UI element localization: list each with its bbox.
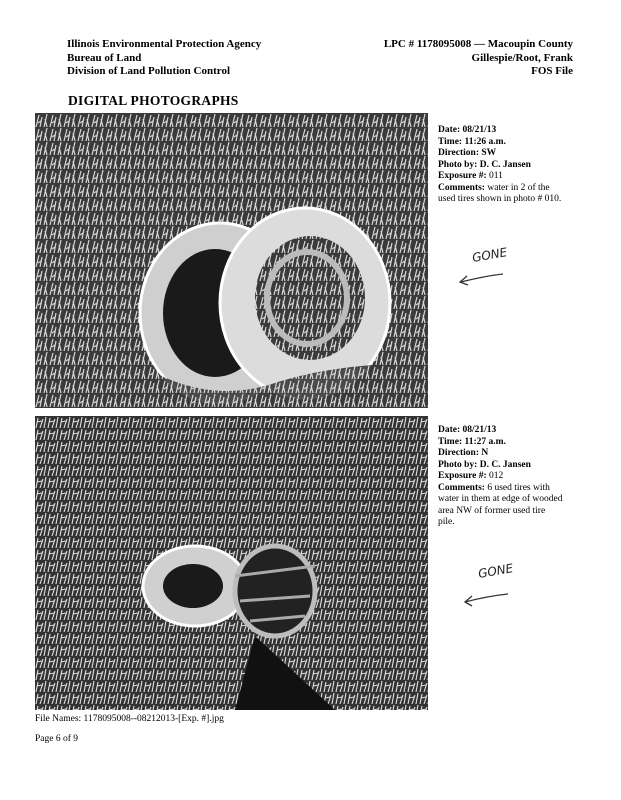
exposure-label: Exposure #: [438, 171, 487, 181]
photo-1 [35, 113, 428, 408]
exposure-line [438, 471, 563, 483]
photo-by-value: D. C. Jansen [479, 159, 531, 170]
direction-line [438, 148, 563, 160]
time-label: Time: [438, 436, 463, 447]
photo-by-label: Photo by: [438, 159, 478, 170]
lpc-number: LPC # 1178095008 — Macoupin County [383, 38, 573, 50]
exposure-value: 011 [489, 171, 503, 181]
exposure-label: Exposure #: [438, 471, 487, 481]
file-names: File Names: 1178095008--08212013-[Exp. #].jpg [35, 714, 224, 724]
time-label: Time: [438, 136, 463, 147]
time-line [438, 137, 563, 149]
photographer-line [438, 160, 563, 172]
direction-value: SW [481, 148, 497, 158]
comments-value: water in 2 of the used tires shown in photo # 010. [438, 182, 562, 204]
date-line [438, 425, 563, 437]
photo-2-caption [438, 425, 563, 529]
handwritten-note-1: GONE [471, 245, 509, 265]
photo-1-caption [438, 125, 563, 206]
bureau-name: Bureau of Land [67, 51, 142, 64]
date-label: Date: [438, 125, 461, 135]
direction-value: N [481, 448, 489, 458]
comments-line [438, 483, 563, 529]
page-number: Page 6 of 9 [35, 734, 79, 744]
agency-header [67, 38, 261, 79]
direction-label: Direction: [438, 448, 479, 458]
left-arrow-icon [455, 268, 505, 288]
date-value: 08/21/13 [462, 125, 497, 135]
handwritten-note-2: GONE [477, 561, 515, 581]
agency-name: Illinois Environmental Protection Agency [67, 38, 262, 50]
left-arrow-icon [460, 588, 510, 610]
comments-label: Comments: [438, 482, 485, 493]
direction-label: Direction: [438, 148, 479, 158]
exposure-value: 012 [489, 471, 504, 481]
date-line [438, 125, 563, 137]
photo-by-label: Photo by: [438, 459, 478, 470]
date-value: 08/21/13 [462, 425, 497, 435]
time-value: 11:26 a.m. [464, 136, 506, 147]
time-value: 11:27 a.m. [464, 436, 506, 447]
comments-line [438, 183, 563, 206]
time-line [438, 437, 563, 449]
comments-label: Comments: [438, 182, 485, 193]
section-title: DIGITAL PHOTOGRAPHS [68, 93, 239, 108]
file-type: FOS File [531, 65, 573, 77]
photographer-line [438, 460, 563, 472]
exposure-line [438, 171, 563, 183]
comments-value: 6 used tires with water in them at edge of wooded area NW of former used tire pile. [438, 482, 563, 527]
direction-line [438, 448, 563, 460]
date-label: Date: [438, 425, 461, 435]
site-name: Gillespie/Root, Frank [471, 51, 573, 64]
photo-by-value: D. C. Jansen [479, 459, 531, 470]
division-name: Division of Land Pollution Control [67, 65, 230, 77]
photo-2 [35, 416, 428, 710]
site-header [384, 38, 573, 79]
